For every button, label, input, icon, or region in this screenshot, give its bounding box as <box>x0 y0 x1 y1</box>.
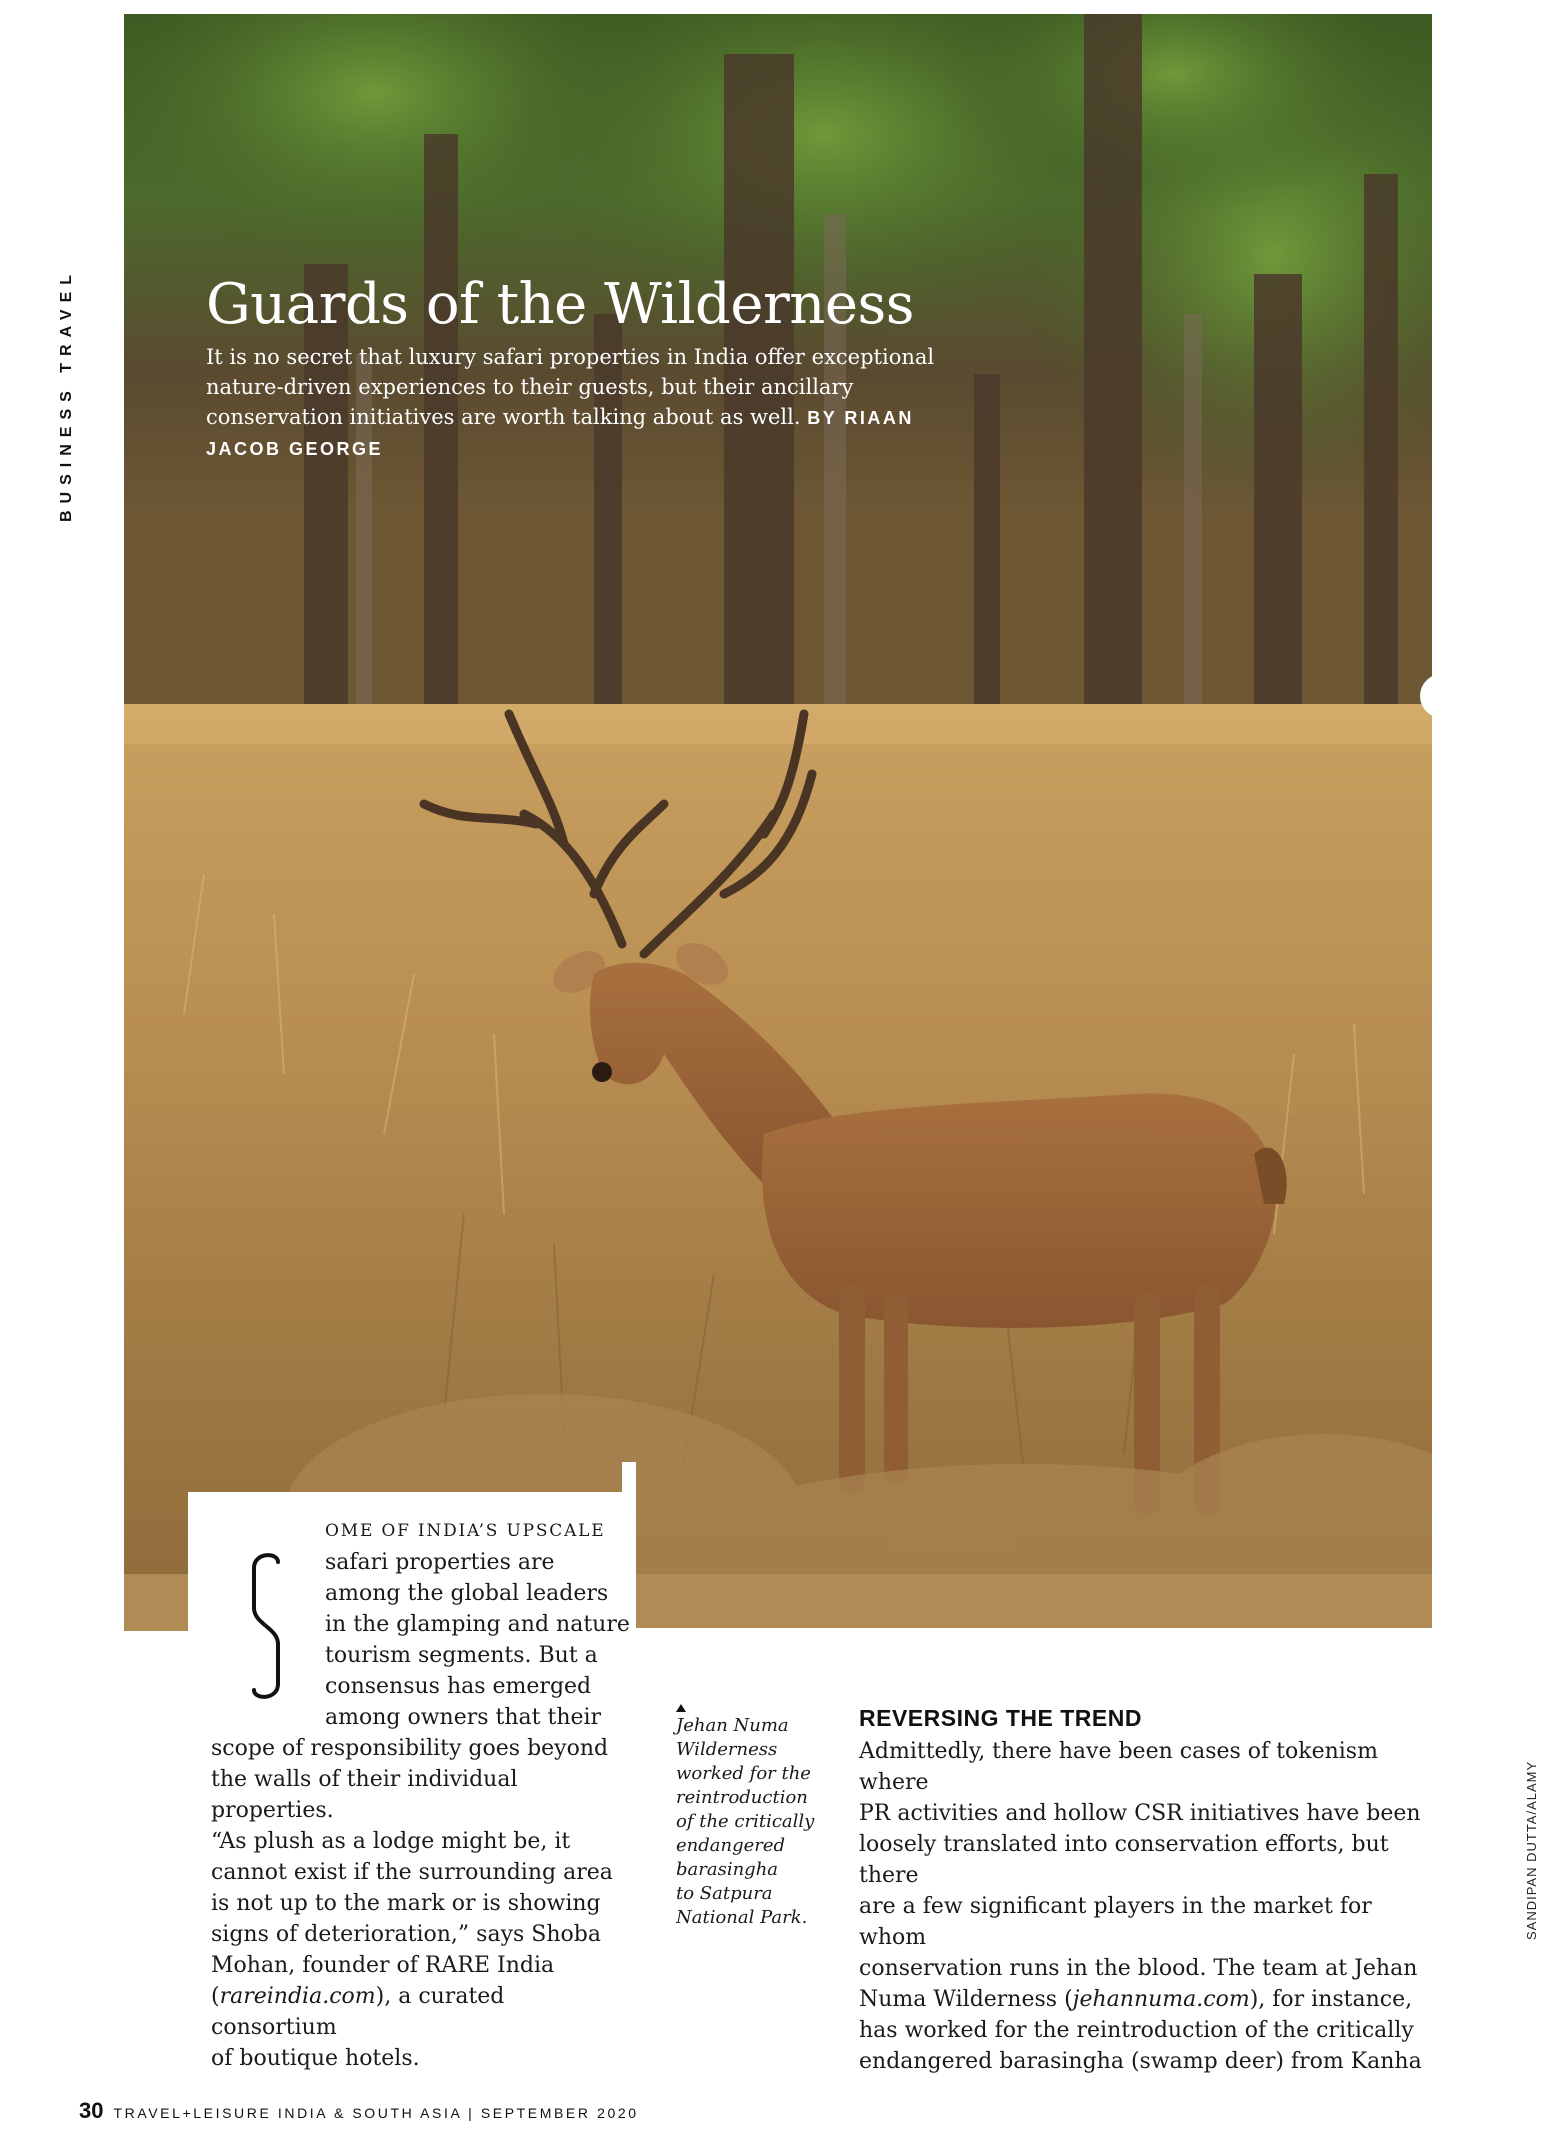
body-line: among owners that their <box>325 1705 602 1730</box>
photo-caption <box>676 1702 828 1930</box>
body-line-post: ), for instance, <box>1249 1987 1413 2012</box>
body-line: among the global leaders <box>325 1581 609 1606</box>
body-line: cannot exist if the surrounding area <box>211 1860 613 1885</box>
folio <box>79 2098 639 2124</box>
jehannuma-link[interactable]: jehannuma.com <box>1072 1987 1250 2012</box>
body-line: conservation runs in the blood. The team at Jehan <box>859 1956 1418 1981</box>
body-line-with-link: (rareindia.com), a curated consortium <box>211 1984 505 2040</box>
body-column-1 <box>211 1516 631 2074</box>
body-line: of boutique hotels. <box>211 2046 420 2071</box>
body-line: endangered barasingha (swamp deer) from Kanha <box>859 2049 1422 2074</box>
dek-text: It is no secret that luxury safari properties in India offer exceptional nature-driven experiences to their guests, but their ancillary conservation initiatives are worth talking about as well. <box>206 345 935 429</box>
body-line: in the glamping and nature <box>325 1612 630 1637</box>
body-line: signs of deterioration,” says Shoba <box>211 1922 601 1947</box>
hero-photo <box>124 14 1432 1631</box>
body-line-rest: , a curated consortium <box>211 1984 505 2040</box>
body-line: “As plush as a lodge might be, it <box>211 1829 571 1854</box>
body-line: tourism segments. But a <box>325 1643 598 1668</box>
caption-line: barasingha <box>676 1859 779 1880</box>
body-line-pre: Numa Wilderness ( <box>859 1987 1073 2012</box>
body-line: safari properties are <box>325 1550 555 1575</box>
article-title: Guards of the Wilderness <box>206 272 914 337</box>
body-line: scope of responsibility goes beyond <box>211 1736 609 1761</box>
body-line: loosely translated into conservation efforts, but there <box>859 1832 1389 1888</box>
caption-line: to Satpura <box>676 1883 773 1904</box>
headline-block <box>206 272 966 464</box>
body-line: PR activities and hollow CSR initiatives have been <box>859 1801 1421 1826</box>
section-heading: REVERSING THE TREND <box>859 1705 1142 1731</box>
body-line: Admittedly, there have been cases of tokenism where <box>859 1739 1378 1795</box>
caption-line: of the critically <box>676 1811 815 1832</box>
caption-line: Wilderness <box>676 1739 778 1760</box>
body-column-2 <box>859 1704 1429 2077</box>
section-label: BUSINESS TRAVEL <box>58 267 75 522</box>
barasingha-photo-illustration <box>124 14 1432 1631</box>
publication-line: TRAVEL+LEISURE INDIA & SOUTH ASIA | SEPTEMBER 2020 <box>113 2105 639 2121</box>
article-dek <box>206 342 966 464</box>
body-line: the walls of their individual properties. <box>211 1767 518 1823</box>
byline: BY RIAAN JACOB GEORGE <box>206 408 914 459</box>
body-line: Mohan, founder of RARE India <box>211 1953 555 1978</box>
caption-line: Jehan Numa <box>676 1715 789 1736</box>
body-line: has worked for the reintroduction of the critically <box>859 2018 1414 2043</box>
rareindia-link[interactable]: rareindia.com <box>219 1984 376 2009</box>
page-number: 30 <box>79 2098 104 2123</box>
caption-line: worked for the <box>676 1763 811 1784</box>
body-line: consensus has emerged <box>325 1674 592 1699</box>
body-line: are a few significant players in the market for whom <box>859 1894 1372 1950</box>
lead-in: OME OF INDIA’S UPSCALE <box>325 1521 606 1541</box>
caption-line: reintroduction <box>676 1787 808 1808</box>
body-line-with-link <box>859 1984 1429 2015</box>
photo-credit: SANDIPAN DUTTA/ALAMY <box>1524 1760 1539 1940</box>
caption-line: National Park. <box>676 1907 808 1928</box>
caption-line: endangered <box>676 1835 786 1856</box>
body-line: is not up to the mark or is showing <box>211 1891 601 1916</box>
